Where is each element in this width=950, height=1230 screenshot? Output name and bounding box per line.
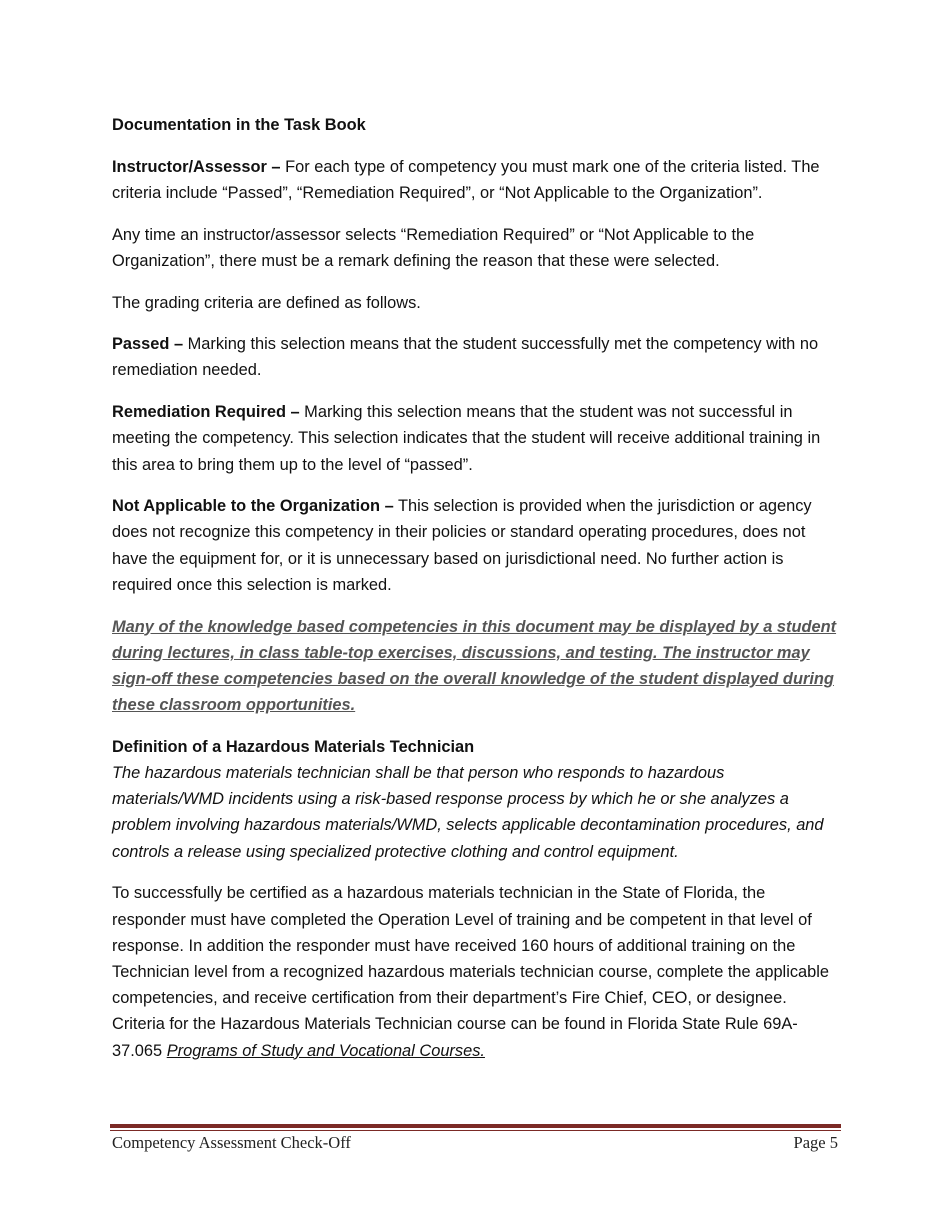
footer-title: Competency Assessment Check-Off bbox=[112, 1133, 351, 1152]
emphasis-paragraph bbox=[112, 614, 840, 719]
remediation-paragraph bbox=[112, 399, 840, 478]
emphasis-note: Many of the knowledge based competencies in this document may be displayed by a student during lectures, in class table-top exercises, discussions, and testing. The instructor may sign-off these competencies based on the overall knowledge of the student displayed during these classroom opportunities. bbox=[112, 617, 837, 715]
remark-paragraph: Any time an instructor/assessor selects “Remediation Required” or “Not Applicable to the Organization”, there must be a remark defining the reason that these were selected. bbox=[112, 225, 755, 270]
certification-text: To successfully be certified as a hazardous materials technician in the State of Florida, the responder must have completed the Operation Level of training and be competent in that level of response. In addition the responder must have received 160 hours of additional training on the Technician level from a recognized hazardous materials technician course, complete the applicable competencies, and receive certification from their department’s Fire Chief, CEO, or designee. Criteria for the Hazardous Materials Technician course can be found in Florida State Rule 69A-37.065 bbox=[112, 884, 830, 1060]
rule-reference: Programs of Study and Vocational Courses. bbox=[166, 1041, 485, 1060]
remediation-text: Marking this selection means that the student was not successful in meeting the competency. This selection indicates that the student will receive additional training in this area to bring them up to the level of “passed”. bbox=[112, 403, 821, 474]
definition-text: The hazardous materials technician shall be that person who responds to hazardous materials/WMD incidents using a risk-based response process by which he or she analyzes a problem involving hazardous materials/WMD, selects applicable decontamination procedures, and controls a release using specialized protective clothing and control equipment. bbox=[112, 764, 824, 861]
passed-paragraph bbox=[112, 331, 840, 383]
footer-rule-thick bbox=[110, 1124, 841, 1128]
definition-heading: Definition of a Hazardous Materials Technician bbox=[112, 737, 475, 756]
instructor-text: For each type of competency you must mark one of the criteria listed. The criteria include “Passed”, “Remediation Required”, or “Not Applicable to the Organization”. bbox=[112, 157, 820, 202]
document-body bbox=[112, 112, 840, 1079]
page-number: Page 5 bbox=[793, 1133, 838, 1152]
not-applicable-label: Not Applicable to the Organization – bbox=[112, 497, 394, 516]
instructor-paragraph bbox=[112, 154, 840, 206]
grading-intro: The grading criteria are defined as follows. bbox=[112, 293, 421, 312]
passed-text: Marking this selection means that the student successfully met the competency with no remediation needed. bbox=[112, 335, 819, 380]
remediation-label: Remediation Required – bbox=[112, 403, 300, 422]
certification-paragraph bbox=[112, 880, 840, 1063]
not-applicable-text: This selection is provided when the jurisdiction or agency does not recognize this competency in their policies or standard operating procedures, does not have the equipment for, or it is unnecessary based on jurisdictional need. No further action is required once this selection is marked. bbox=[112, 497, 812, 594]
instructor-label: Instructor/Assessor – bbox=[112, 157, 281, 176]
passed-label: Passed – bbox=[112, 335, 184, 354]
not-applicable-paragraph bbox=[112, 493, 840, 598]
section-title: Documentation in the Task Book bbox=[112, 116, 366, 134]
